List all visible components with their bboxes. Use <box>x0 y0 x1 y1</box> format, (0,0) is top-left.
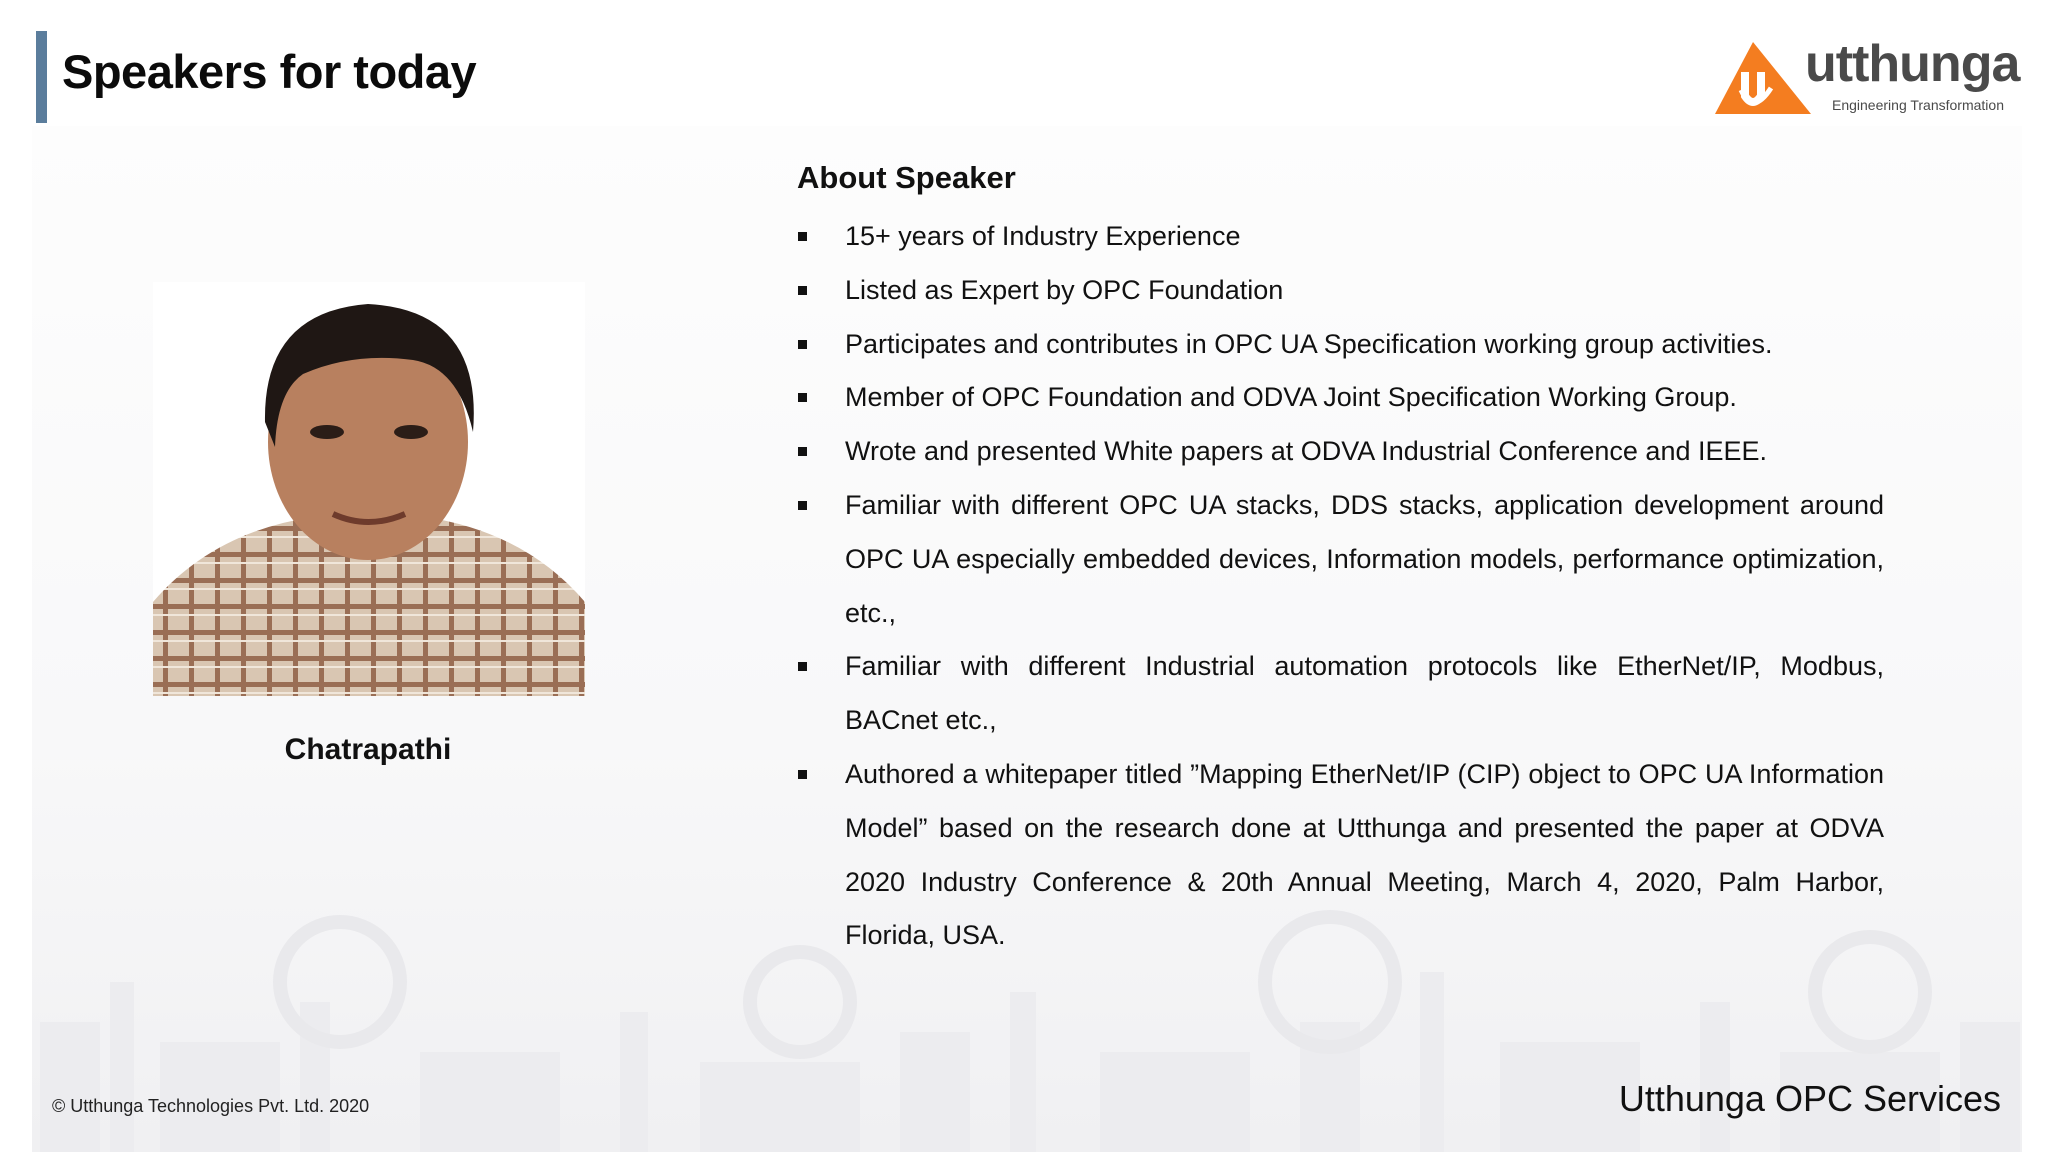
speaker-name: Chatrapathi <box>284 733 452 766</box>
company-logo <box>1715 35 2020 126</box>
bullet-text: Wrote and presented White papers at ODVA Industrial Conference and IEEE. <box>845 436 1768 467</box>
bullet-text: Familiar with different OPC UA stacks, DDS stacks, application development around OPC UA especially embedded devices, Information models, performance optimization, etc., <box>845 489 1884 628</box>
about-speaker-list <box>797 210 1884 963</box>
bullet-text: Member of OPC Foundation and ODVA Joint Specification Working Group. <box>845 382 1737 413</box>
list-item <box>797 371 1884 425</box>
bullet-text: Participates and contributes in OPC UA Specification working group activities. <box>845 328 1773 359</box>
logo-tagline: Engineering Transformation <box>1832 97 2004 113</box>
square-bullet-icon <box>798 232 807 241</box>
square-bullet-icon <box>798 501 807 510</box>
speaker-portrait-icon <box>153 282 585 696</box>
list-item <box>797 640 1884 748</box>
square-bullet-icon <box>798 393 807 402</box>
logo-wordmark: utthunga <box>1805 35 2020 93</box>
footer-brand: Utthunga OPC Services <box>1618 1078 2001 1119</box>
copyright-text: © Utthunga Technologies Pvt. Ltd. 2020 <box>52 1096 370 1116</box>
bullet-text: 15+ years of Industry Experience <box>845 221 1241 251</box>
list-item <box>797 264 1884 318</box>
title-accent-bar <box>36 31 47 123</box>
utthunga-logo-icon <box>1715 40 1815 120</box>
bullet-text: Listed as Expert by OPC Foundation <box>845 274 1284 305</box>
bullet-text: Authored a whitepaper titled ”Mapping EtherNet/IP (CIP) object to OPC UA Information Model” based on the research done at Utthunga and presented the paper at ODVA 2020 Industry Conference & 20th Annual Meeting, March 4, 2020, Palm Harbor, Florida, USA. <box>845 758 1884 951</box>
square-bullet-icon <box>798 286 807 295</box>
speaker-photo <box>153 282 585 696</box>
list-item <box>797 748 1884 963</box>
list-item <box>797 318 1884 372</box>
slide-title: Speakers for today <box>62 45 477 98</box>
square-bullet-icon <box>798 770 807 779</box>
list-item <box>797 479 1884 640</box>
list-item <box>797 210 1884 264</box>
bullet-text: Familiar with different Industrial automation protocols like EtherNet/IP, Modbus, BACnet etc., <box>845 651 1884 736</box>
about-speaker-heading: About Speaker <box>797 160 1016 195</box>
square-bullet-icon <box>798 340 807 349</box>
square-bullet-icon <box>798 447 807 456</box>
square-bullet-icon <box>798 662 807 671</box>
list-item <box>797 425 1884 479</box>
